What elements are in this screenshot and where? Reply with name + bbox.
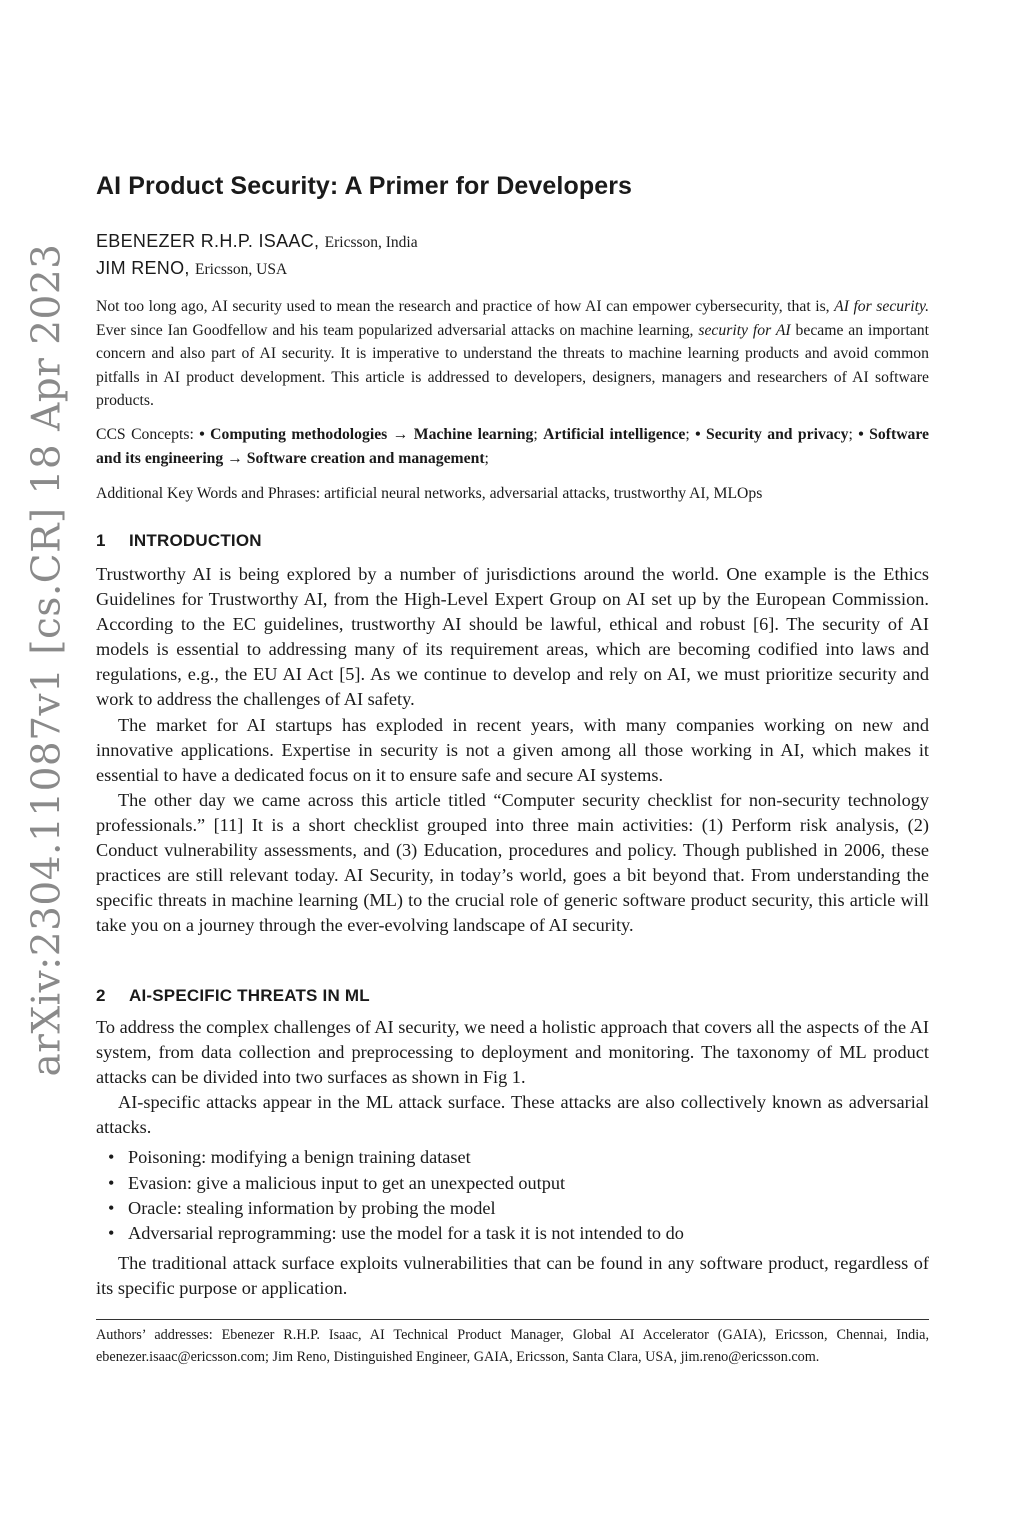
abstract-emphasis-2: security for AI bbox=[698, 321, 791, 339]
author-1: EBENEZER R.H.P. ISAAC, Ericsson, India bbox=[96, 231, 418, 251]
section-title: INTRODUCTION bbox=[129, 531, 262, 550]
section-2-body bbox=[96, 1015, 929, 1301]
section-number: 1 bbox=[96, 531, 106, 550]
abstract-text-3: became an important concern and also part of AI security. It is imperative to understand the threats to machine learning products and avoid common pitfalls in AI product development. This article is addressed to developers, designers, managers and researchers of AI software products. bbox=[96, 321, 929, 409]
list-item: • Poisoning: modifying a benign training dataset bbox=[128, 1145, 929, 1170]
paragraph: The other day we came across this article titled “Computer security checklist for non-security technology professionals.” [11] It is a short checklist grouped into three main activities: (1) Perform risk analysis, (2) Conduct vulnerability assessments, and (3) Education, procedures and policy. Though published in 2006, these practices are still relevant today. AI Security, in today’s world, goes a bit beyond that. From understanding the specific threats in machine learning (ML) to the crucial role of generic software product security, this article will take you on a journey through the ever-evolving landscape of AI security. bbox=[96, 789, 929, 936]
abstract-text-2: Ever since Ian Goodfellow and his team popularized adversarial attacks on machine learning, bbox=[96, 321, 699, 339]
keywords: Additional Key Words and Phrases: artificial neural networks, adversarial attacks, trustworthy AI, MLOps bbox=[96, 485, 763, 502]
ccs-concept-4: • Software and its engineering → Software creation and management bbox=[96, 426, 930, 467]
author-2-affiliation: Ericsson, USA bbox=[195, 261, 288, 278]
paragraph: The market for AI startups has exploded in recent years, with many companies working on new and innovative applications. Expertise in security is not a given among all those working in AI, which makes it essential to have a dedicated focus on it to ensure safe and secure AI systems. bbox=[96, 714, 929, 785]
ccs-concept-1: • Computing methodologies → Machine learning bbox=[199, 426, 534, 443]
arxiv-identifier-stamp: arXiv:2304.11087v1 [cs.CR] 18 Apr 2023 bbox=[24, 243, 70, 1077]
section-1-heading bbox=[96, 531, 262, 551]
author-2-name: JIM RENO bbox=[96, 258, 185, 278]
paragraph: The traditional attack surface exploits vulnerabilities that can be found in any software product, regardless of its specific purpose or application. bbox=[96, 1252, 929, 1298]
paragraph: AI-specific attacks appear in the ML attack surface. These attacks are also collectively known as adversarial attacks. bbox=[96, 1092, 929, 1138]
section-2-heading bbox=[96, 986, 370, 1006]
paper-title: AI Product Security: A Primer for Developers bbox=[96, 172, 633, 200]
author-1-name: EBENEZER R.H.P. ISAAC bbox=[96, 231, 315, 251]
ccs-concepts bbox=[96, 423, 929, 470]
authors-addresses-footnote: Authors’ addresses: Ebenezer R.H.P. Isaac, AI Technical Product Manager, Global AI Accelerator (GAIA), Ericsson, Chennai, India, ebenezer.isaac@ericsson.com; Jim Reno, Distinguished Engineer, GAIA, Ericsson, Santa Clara, USA, jim.reno@ericsson.com. bbox=[96, 1327, 929, 1365]
list-item: • Adversarial reprogramming: use the model for a task it is not intended to do bbox=[128, 1221, 929, 1246]
abstract-emphasis-1: AI for security. bbox=[834, 298, 929, 315]
ccs-concept-3: • Security and privacy bbox=[695, 426, 849, 443]
section-number: 2 bbox=[96, 986, 106, 1005]
paragraph: Trustworthy AI is being explored by a number of jurisdictions around the world. One example is the Ethics Guidelines for Trustworthy AI, from the High-Level Expert Group on AI set up by the European Commission. According to the EC guidelines, trustworthy AI should be lawful, ethical and robust [6]. The security of AI models is essential to addressing many of its requirement areas, which are becoming codified into laws and regulations, e.g., the EU AI Act [5]. As we continue to develop and rely on AI, we must prioritize security and work to address the challenges of AI safety. bbox=[96, 564, 929, 710]
section-1-body bbox=[96, 562, 929, 938]
ccs-label: CCS Concepts: bbox=[96, 426, 200, 443]
paragraph: To address the complex challenges of AI security, we need a holistic approach that covers all the aspects of the AI system, from data collection and preprocessing to deployment and monitoring. The taxonomy of ML product attacks can be divided into two surfaces as shown in Fig 1. bbox=[96, 1017, 929, 1088]
list-item: • Evasion: give a malicious input to get an unexpected output bbox=[128, 1171, 929, 1196]
footnote-divider bbox=[96, 1319, 929, 1320]
abstract bbox=[96, 295, 929, 413]
attack-type-list bbox=[96, 1145, 929, 1245]
ccs-separator: ; bbox=[685, 426, 696, 443]
ccs-concept-2: Artificial intelligence bbox=[543, 426, 686, 443]
ccs-separator: ; bbox=[533, 426, 544, 443]
ccs-separator: ; bbox=[484, 449, 489, 467]
ccs-separator: ; bbox=[848, 426, 859, 443]
section-title: AI-SPECIFIC THREATS IN ML bbox=[129, 986, 370, 1005]
list-item: • Oracle: stealing information by probing the model bbox=[128, 1196, 929, 1221]
author-2: JIM RENO, Ericsson, USA bbox=[96, 258, 288, 278]
author-1-affiliation: Ericsson, India bbox=[324, 234, 418, 251]
abstract-text-1: Not too long ago, AI security used to mean the research and practice of how AI can empower cybersecurity, that is, bbox=[96, 298, 835, 315]
